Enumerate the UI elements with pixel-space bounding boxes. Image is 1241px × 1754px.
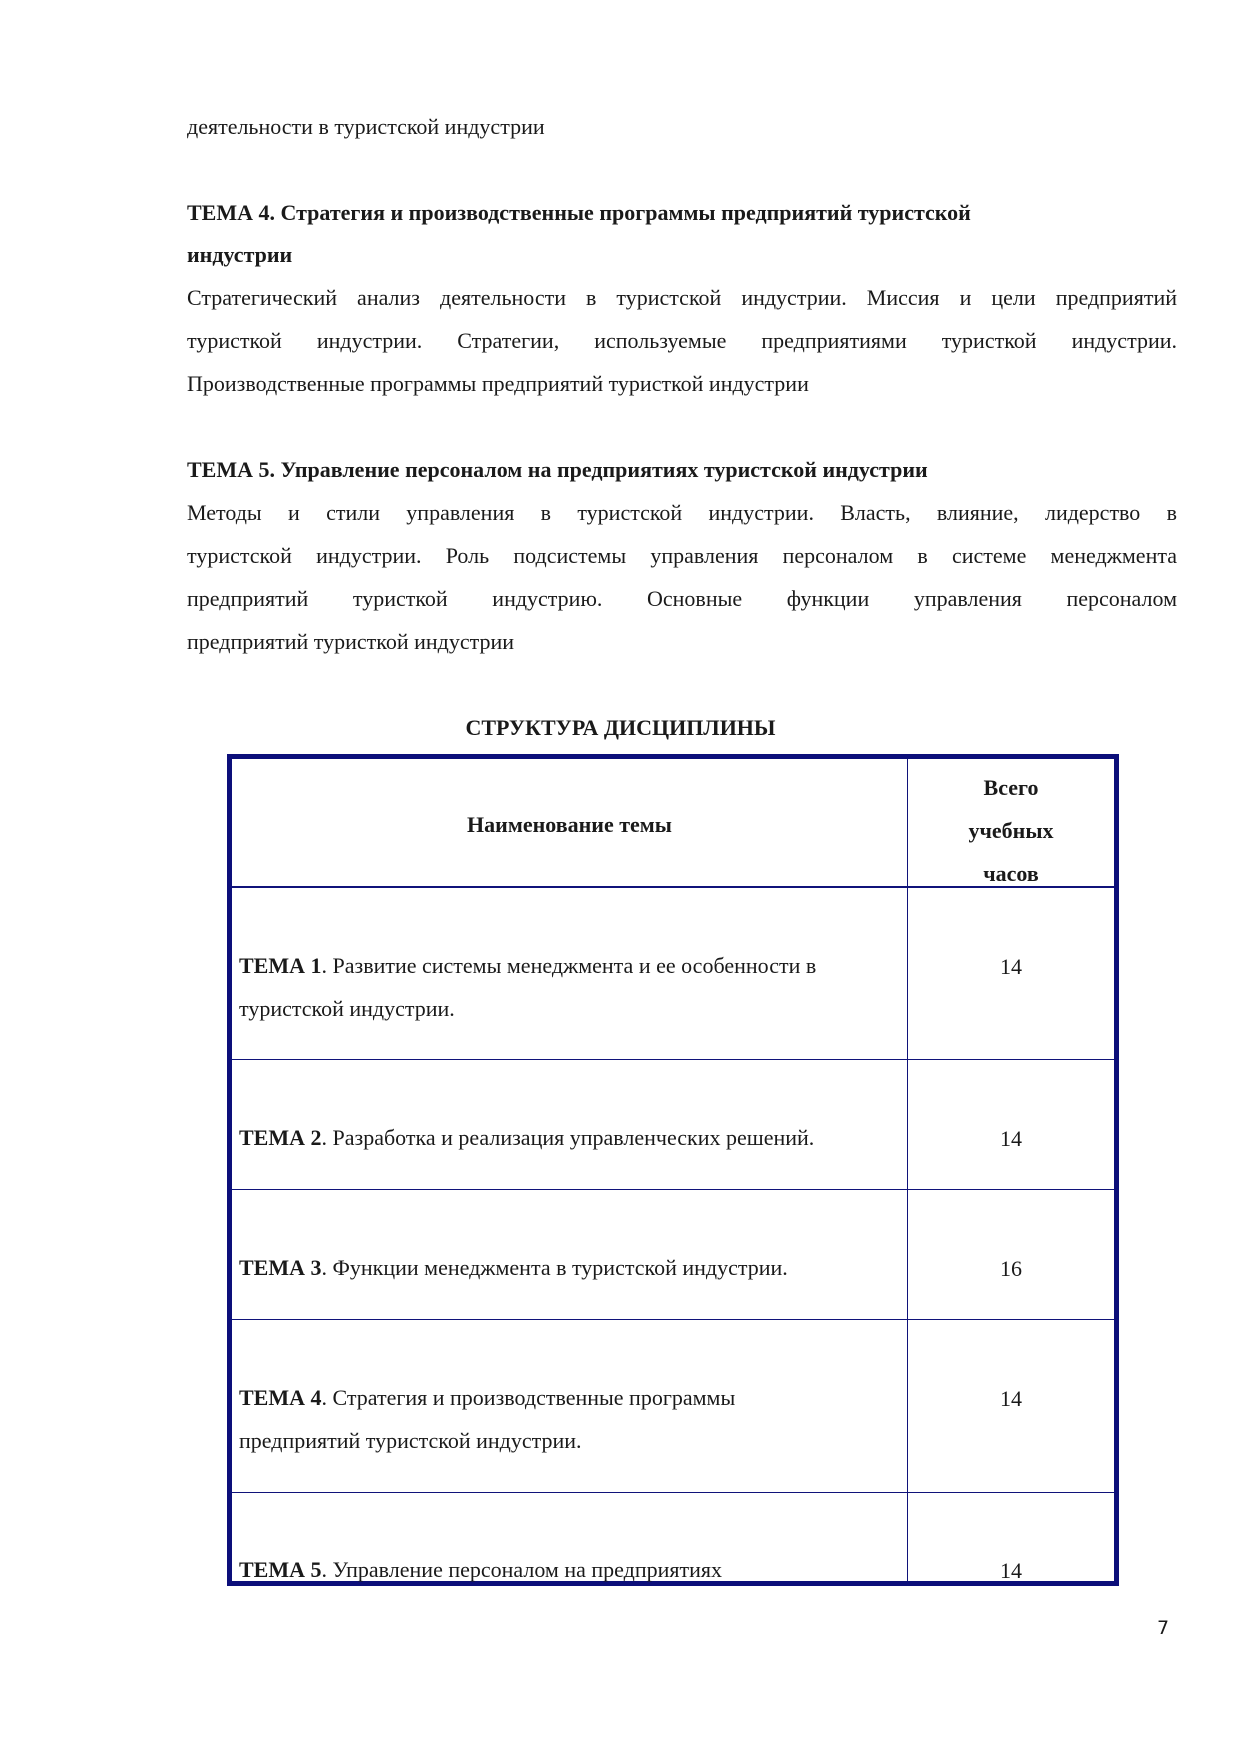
table-row-hours: 14 [1000,1558,1022,1583]
theme5-heading: ТЕМА 5. Управление персоналом на предприятиях туристской индустрии [187,457,928,482]
table-row-hours: 16 [1000,1256,1022,1281]
theme5-body-line: Методы и стили управления в туристской индустрии. Власть, влияние, лидерство в [187,501,1177,525]
theme5-body-line: предприятий туристкой индустрии [187,629,515,654]
row-divider [232,1059,1114,1060]
header-total-hours [908,766,1114,895]
row-divider [232,886,1114,888]
table-row-hours: 14 [1000,1386,1022,1411]
row-divider [232,1319,1114,1320]
topic-label: ТЕМА 1 [239,953,322,978]
structure-table [227,754,1119,1586]
table-row-topic [239,1548,901,1591]
topic-label: ТЕМА 3 [239,1255,322,1280]
theme4-heading-line2: индустрии [187,242,293,267]
header-hours-line: часов [983,861,1039,886]
theme4-body-line: Стратегический анализ деятельности в туристской индустрии. Миссия и цели предприятий [187,286,1177,310]
table-row-topic [239,1116,901,1159]
topic-text: . Развитие системы менеджмента и ее особенности в [321,953,817,978]
table-row-topic [239,1246,901,1289]
topic-text: . Разработка и реализация управленческих решений. [321,1125,815,1150]
table-row-hours: 14 [1000,1126,1022,1151]
theme4-heading-line1: ТЕМА 4. Стратегия и производственные программы предприятий туристской [187,200,971,225]
topic-label: ТЕМА 2 [239,1125,322,1150]
topic-label: ТЕМА 5 [239,1557,322,1582]
topic-label: ТЕМА 4 [239,1385,322,1410]
header-topic-name: Наименование темы [467,812,672,837]
header-hours-line: Всего [983,775,1039,800]
topic-text: . Функции менеджмента в туристской индустрии. [321,1255,788,1280]
table-row-topic [239,944,901,1030]
theme4-body-line: Производственные программы предприятий туристкой индустрии [187,371,809,396]
table-row-hours: 14 [1000,954,1022,979]
topic-text: . Стратегия и производственные программы [321,1385,736,1410]
page-number: 7 [1157,1617,1170,1639]
topic-text-continued: туристской индустрии. [239,996,455,1021]
header-hours-line: учебных [968,818,1054,843]
topic-text-continued: предприятий туристской индустрии. [239,1428,582,1453]
table-row-topic [239,1376,901,1462]
topic-text: . Управление персоналом на предприятиях [321,1557,723,1582]
theme4-body-line: туристкой индустрии. Стратегии, используемые предприятиями туристкой индустрии. [187,329,1177,353]
intro-line: деятельности в туристской индустрии [187,114,545,139]
row-divider [232,1492,1114,1493]
row-divider [232,1189,1114,1190]
theme5-body-line: туристской индустрии. Роль подсистемы управления персоналом в системе менеджмента [187,544,1177,568]
theme5-body-line: предприятий туристкой индустрию. Основные функции управления персоналом [187,587,1177,611]
structure-title: СТРУКТУРА ДИСЦИПЛИНЫ [465,715,776,740]
